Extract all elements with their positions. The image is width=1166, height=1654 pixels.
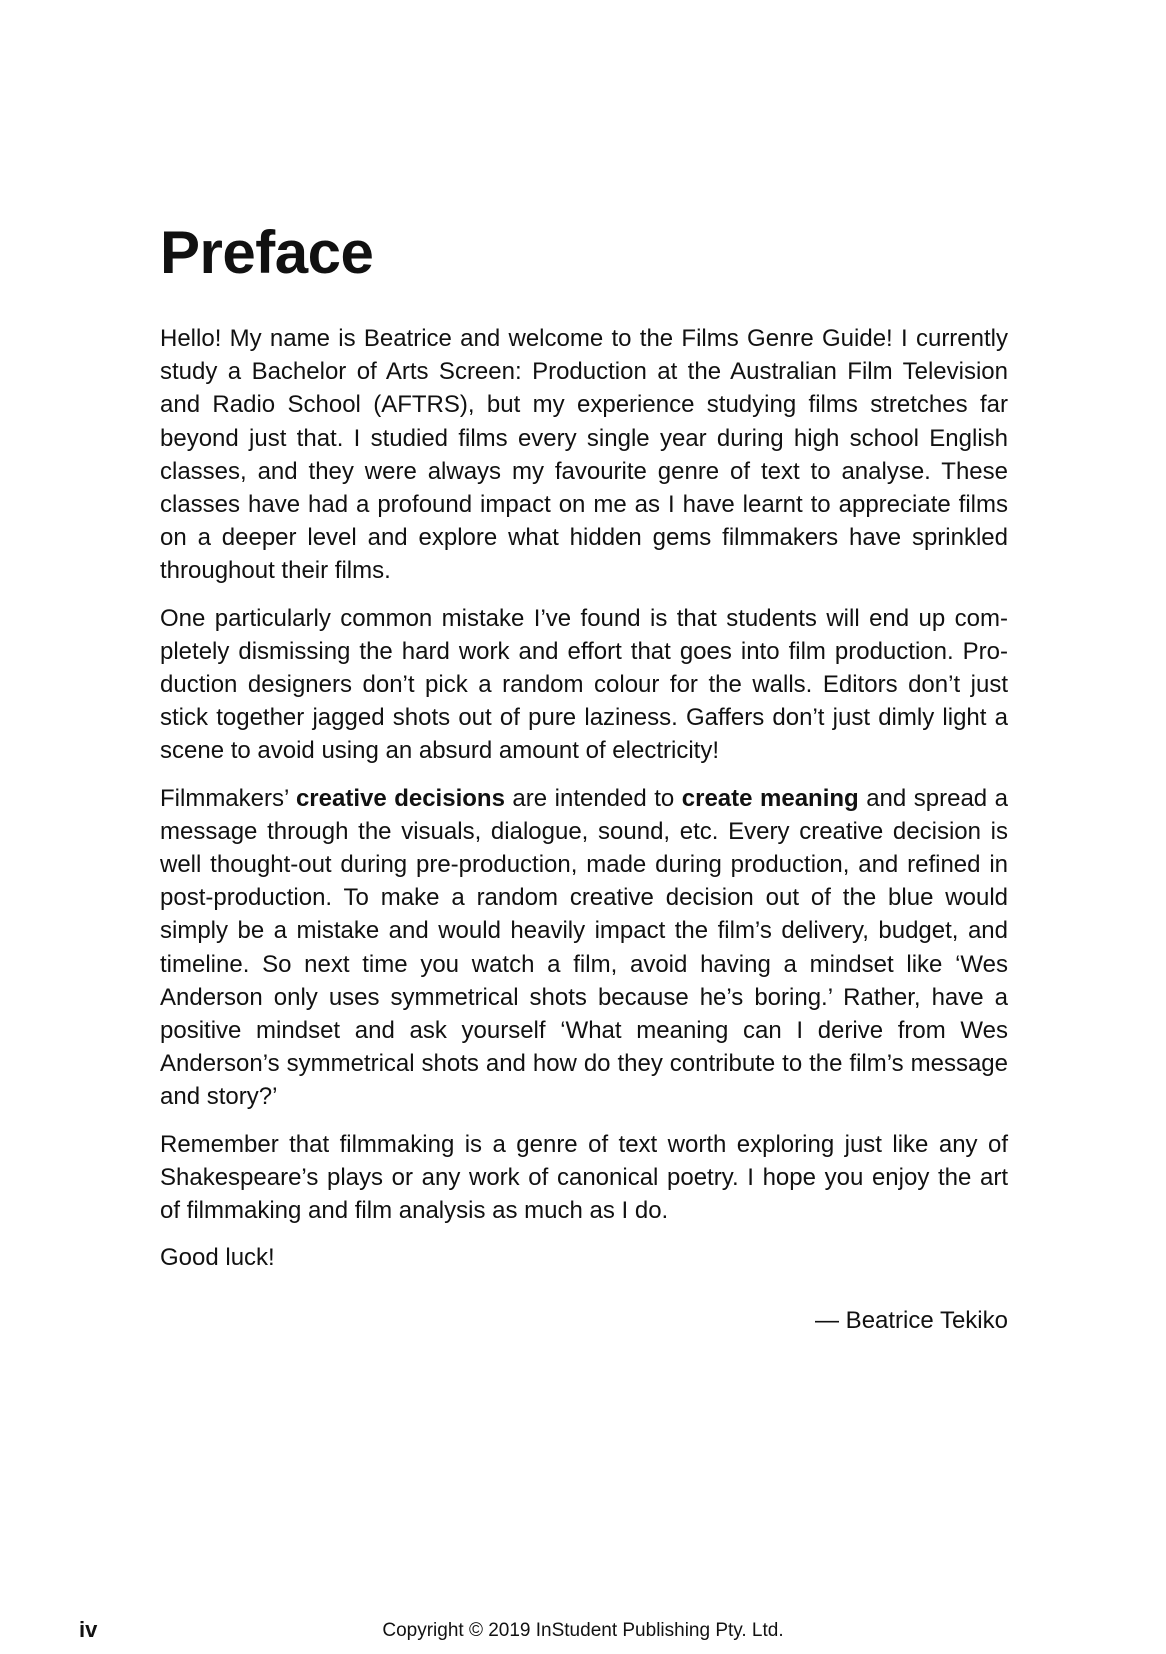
page-number: iv (79, 1617, 98, 1642)
paragraph-creative-decisions (160, 782, 1008, 1114)
bold-phrase-create-meaning: create meaning (681, 784, 859, 812)
paragraph-good-luck: Good luck! (160, 1244, 275, 1272)
paragraph-text: Filmmakers’ (160, 784, 296, 812)
paragraph-text: and spread a message through the visuals, dialogue, sound, etc. Every creative decision is well thought-out during pre-production, made during production, and refined in post-production. To make a random creative decision out of the blue would simply be a mistake and would heavily impact the film’s delivery, budget, and timeline. So next time you watch a film, avoid having a mindset like ‘Wes Anderson only uses symmetrical shots because he’s boring.’ Rather, have a positive mindset and ask yourself ‘What meaning can I derive from Wes Anderson’s symmetrical shots and how do they contribute to the film’s message and story?’ (160, 784, 1008, 1111)
copyright-notice: Copyright © 2019 InStudent Publishing Pty. Ltd. (382, 1620, 784, 1641)
paragraph-text: are intended to (504, 784, 682, 812)
bold-phrase-creative-decisions: creative decisions (295, 784, 505, 812)
paragraph-intro: Hello! My name is Beatrice and welcome to the Films Genre Guide! I currently study a Bachelor of Arts Screen: Production at the Australian Film Television and Radio School (AFTRS), but my experience studying films stretches far beyond just that. I studied films every single year during high school English classes, and they were always my favourite genre of text to analyse. These classes have had a profound impact on me as I have learnt to appreciate films on a deeper level and explore what hidden gems filmmakers have sprinkled throughout their films. (160, 325, 1008, 585)
paragraph-remember: Remember that filmmaking is a genre of text worth exploring just like any of Shakespeare’s plays or any work of canonical poetry. I hope you enjoy the art of filmmaking and film analysis as much as I do. (160, 1130, 1008, 1225)
author-signature: — Beatrice Tekiko (815, 1307, 1008, 1335)
paragraph-common-mistake: One particularly common mistake I’ve found is that students will end up completely dismissing the hard work and effort that goes into film production. Production designers don’t pick a random colour for the walls. Editors don’t just stick together jagged shots out of pure laziness. Gaffers don’t just dimly light a scene to avoid using an absurd amount of electricity! (160, 604, 1008, 765)
preface-body (160, 322, 1008, 1338)
page-title: Preface (160, 219, 374, 286)
